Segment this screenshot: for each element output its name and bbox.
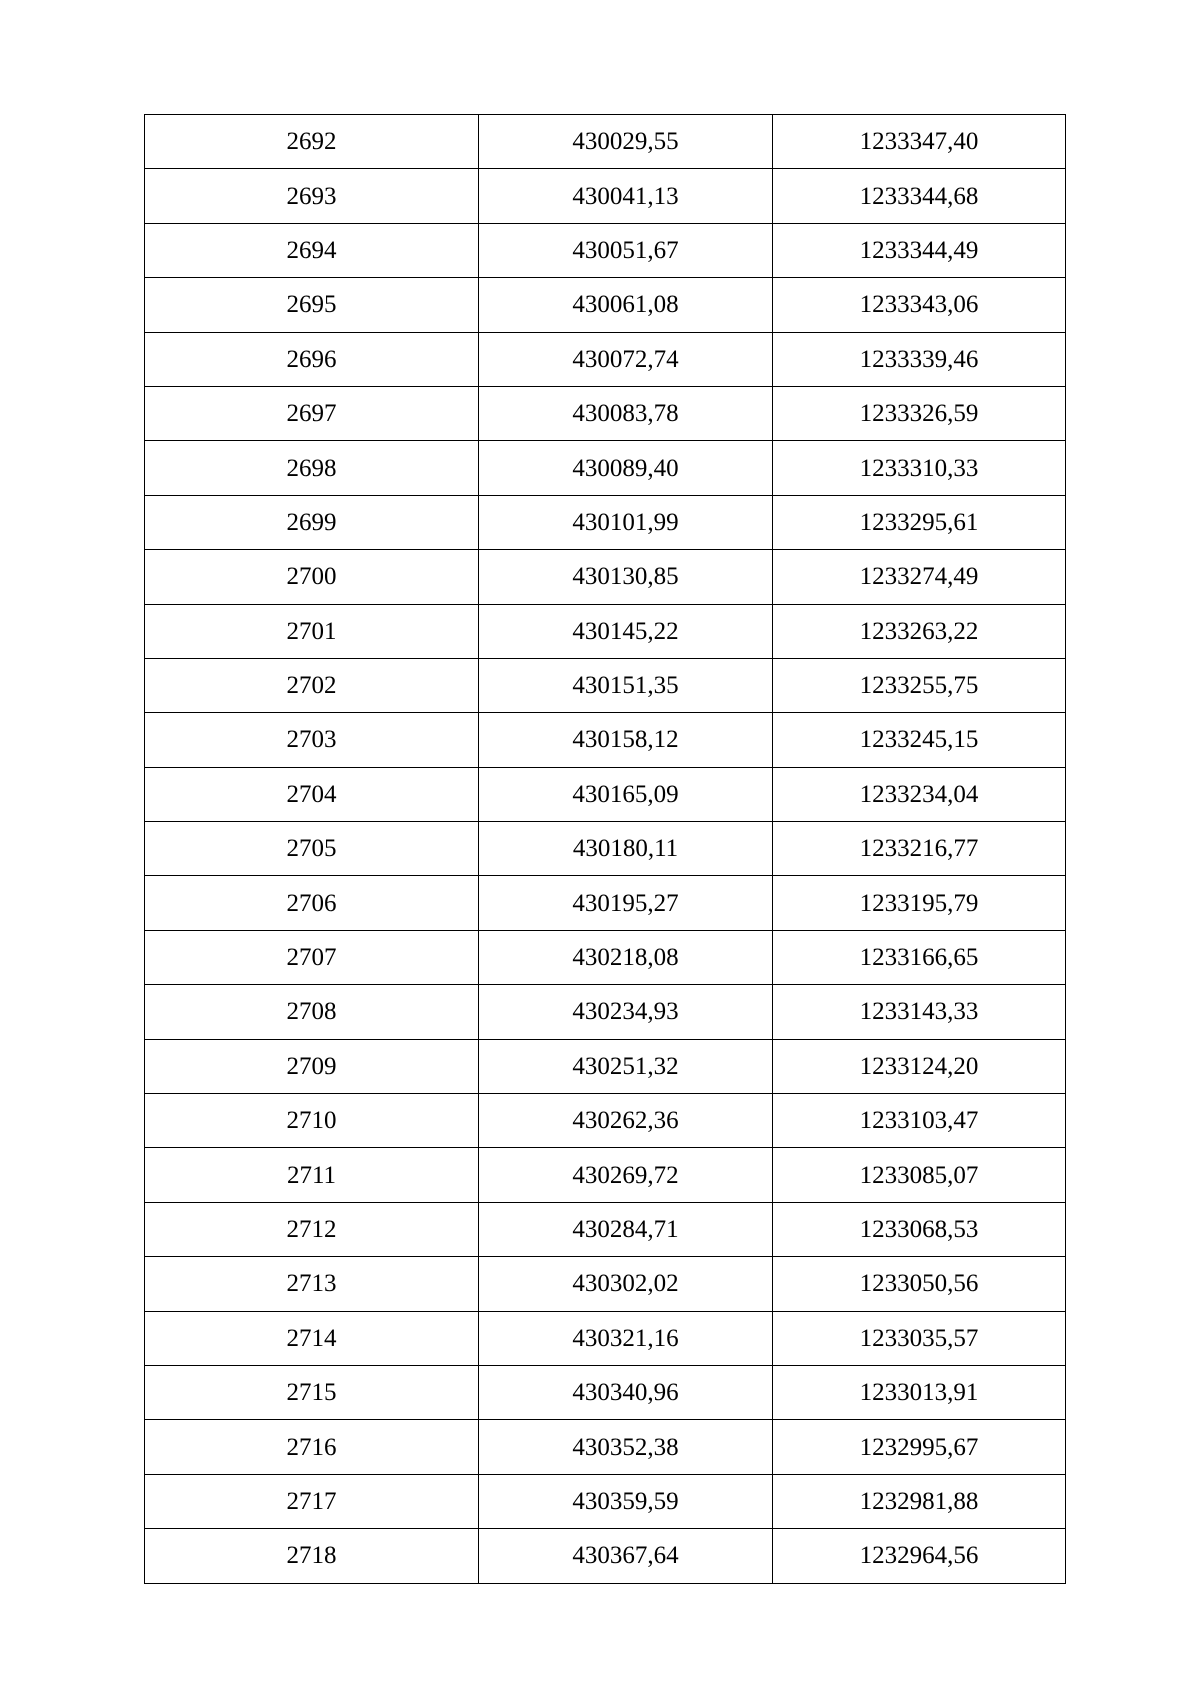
y-coordinate-cell: 1233234,04 bbox=[773, 767, 1066, 821]
point-number-cell: 2695 bbox=[145, 278, 479, 332]
x-coordinate-cell: 430302,02 bbox=[479, 1257, 773, 1311]
point-number-cell: 2711 bbox=[145, 1148, 479, 1202]
y-coordinate-cell: 1233347,40 bbox=[773, 115, 1066, 169]
x-coordinate-cell: 430218,08 bbox=[479, 930, 773, 984]
point-number-cell: 2713 bbox=[145, 1257, 479, 1311]
x-coordinate-cell: 430151,35 bbox=[479, 658, 773, 712]
x-coordinate-cell: 430101,99 bbox=[479, 495, 773, 549]
x-coordinate-cell: 430251,32 bbox=[479, 1039, 773, 1093]
y-coordinate-cell: 1233295,61 bbox=[773, 495, 1066, 549]
table-row bbox=[145, 441, 1066, 495]
y-coordinate-cell: 1233339,46 bbox=[773, 332, 1066, 386]
table-row bbox=[145, 278, 1066, 332]
table-row bbox=[145, 495, 1066, 549]
table-row bbox=[145, 930, 1066, 984]
x-coordinate-cell: 430145,22 bbox=[479, 604, 773, 658]
point-number-cell: 2714 bbox=[145, 1311, 479, 1365]
table-row bbox=[145, 876, 1066, 930]
point-number-cell: 2709 bbox=[145, 1039, 479, 1093]
table-row bbox=[145, 115, 1066, 169]
y-coordinate-cell: 1233124,20 bbox=[773, 1039, 1066, 1093]
point-number-cell: 2712 bbox=[145, 1202, 479, 1256]
x-coordinate-cell: 430041,13 bbox=[479, 169, 773, 223]
x-coordinate-cell: 430284,71 bbox=[479, 1202, 773, 1256]
point-number-cell: 2700 bbox=[145, 550, 479, 604]
x-coordinate-cell: 430262,36 bbox=[479, 1094, 773, 1148]
table-row bbox=[145, 550, 1066, 604]
y-coordinate-cell: 1233035,57 bbox=[773, 1311, 1066, 1365]
y-coordinate-cell: 1233013,91 bbox=[773, 1365, 1066, 1419]
point-number-cell: 2694 bbox=[145, 223, 479, 277]
point-number-cell: 2698 bbox=[145, 441, 479, 495]
table-row bbox=[145, 386, 1066, 440]
point-number-cell: 2701 bbox=[145, 604, 479, 658]
table-row bbox=[145, 1311, 1066, 1365]
point-number-cell: 2696 bbox=[145, 332, 479, 386]
point-number-cell: 2708 bbox=[145, 985, 479, 1039]
y-coordinate-cell: 1233085,07 bbox=[773, 1148, 1066, 1202]
x-coordinate-cell: 430158,12 bbox=[479, 713, 773, 767]
y-coordinate-cell: 1233245,15 bbox=[773, 713, 1066, 767]
coordinates-table-body bbox=[145, 115, 1066, 1584]
point-number-cell: 2716 bbox=[145, 1420, 479, 1474]
y-coordinate-cell: 1233344,68 bbox=[773, 169, 1066, 223]
x-coordinate-cell: 430061,08 bbox=[479, 278, 773, 332]
x-coordinate-cell: 430089,40 bbox=[479, 441, 773, 495]
x-coordinate-cell: 430029,55 bbox=[479, 115, 773, 169]
table-row bbox=[145, 1148, 1066, 1202]
point-number-cell: 2702 bbox=[145, 658, 479, 712]
table-row bbox=[145, 658, 1066, 712]
x-coordinate-cell: 430051,67 bbox=[479, 223, 773, 277]
point-number-cell: 2693 bbox=[145, 169, 479, 223]
x-coordinate-cell: 430352,38 bbox=[479, 1420, 773, 1474]
point-number-cell: 2710 bbox=[145, 1094, 479, 1148]
point-number-cell: 2718 bbox=[145, 1529, 479, 1583]
y-coordinate-cell: 1232964,56 bbox=[773, 1529, 1066, 1583]
table-row bbox=[145, 985, 1066, 1039]
y-coordinate-cell: 1233195,79 bbox=[773, 876, 1066, 930]
table-row bbox=[145, 604, 1066, 658]
x-coordinate-cell: 430367,64 bbox=[479, 1529, 773, 1583]
table-row bbox=[145, 1094, 1066, 1148]
point-number-cell: 2703 bbox=[145, 713, 479, 767]
coordinates-table bbox=[144, 114, 1066, 1584]
table-row bbox=[145, 169, 1066, 223]
y-coordinate-cell: 1233263,22 bbox=[773, 604, 1066, 658]
table-row bbox=[145, 223, 1066, 277]
y-coordinate-cell: 1233274,49 bbox=[773, 550, 1066, 604]
x-coordinate-cell: 430072,74 bbox=[479, 332, 773, 386]
x-coordinate-cell: 430359,59 bbox=[479, 1474, 773, 1528]
table-row bbox=[145, 1529, 1066, 1583]
point-number-cell: 2715 bbox=[145, 1365, 479, 1419]
x-coordinate-cell: 430340,96 bbox=[479, 1365, 773, 1419]
point-number-cell: 2697 bbox=[145, 386, 479, 440]
y-coordinate-cell: 1232981,88 bbox=[773, 1474, 1066, 1528]
x-coordinate-cell: 430130,85 bbox=[479, 550, 773, 604]
y-coordinate-cell: 1233343,06 bbox=[773, 278, 1066, 332]
table-row bbox=[145, 767, 1066, 821]
y-coordinate-cell: 1233166,65 bbox=[773, 930, 1066, 984]
y-coordinate-cell: 1232995,67 bbox=[773, 1420, 1066, 1474]
table-row bbox=[145, 332, 1066, 386]
y-coordinate-cell: 1233326,59 bbox=[773, 386, 1066, 440]
x-coordinate-cell: 430165,09 bbox=[479, 767, 773, 821]
point-number-cell: 2699 bbox=[145, 495, 479, 549]
y-coordinate-cell: 1233068,53 bbox=[773, 1202, 1066, 1256]
table-row bbox=[145, 1365, 1066, 1419]
table-row bbox=[145, 1474, 1066, 1528]
point-number-cell: 2704 bbox=[145, 767, 479, 821]
table-row bbox=[145, 1257, 1066, 1311]
point-number-cell: 2717 bbox=[145, 1474, 479, 1528]
table-row bbox=[145, 713, 1066, 767]
x-coordinate-cell: 430195,27 bbox=[479, 876, 773, 930]
table-row bbox=[145, 1039, 1066, 1093]
x-coordinate-cell: 430180,11 bbox=[479, 822, 773, 876]
y-coordinate-cell: 1233050,56 bbox=[773, 1257, 1066, 1311]
x-coordinate-cell: 430321,16 bbox=[479, 1311, 773, 1365]
x-coordinate-cell: 430269,72 bbox=[479, 1148, 773, 1202]
point-number-cell: 2692 bbox=[145, 115, 479, 169]
y-coordinate-cell: 1233143,33 bbox=[773, 985, 1066, 1039]
point-number-cell: 2706 bbox=[145, 876, 479, 930]
x-coordinate-cell: 430083,78 bbox=[479, 386, 773, 440]
y-coordinate-cell: 1233103,47 bbox=[773, 1094, 1066, 1148]
y-coordinate-cell: 1233310,33 bbox=[773, 441, 1066, 495]
x-coordinate-cell: 430234,93 bbox=[479, 985, 773, 1039]
y-coordinate-cell: 1233255,75 bbox=[773, 658, 1066, 712]
table-row bbox=[145, 1420, 1066, 1474]
point-number-cell: 2705 bbox=[145, 822, 479, 876]
point-number-cell: 2707 bbox=[145, 930, 479, 984]
table-row bbox=[145, 1202, 1066, 1256]
table-row bbox=[145, 822, 1066, 876]
y-coordinate-cell: 1233344,49 bbox=[773, 223, 1066, 277]
y-coordinate-cell: 1233216,77 bbox=[773, 822, 1066, 876]
